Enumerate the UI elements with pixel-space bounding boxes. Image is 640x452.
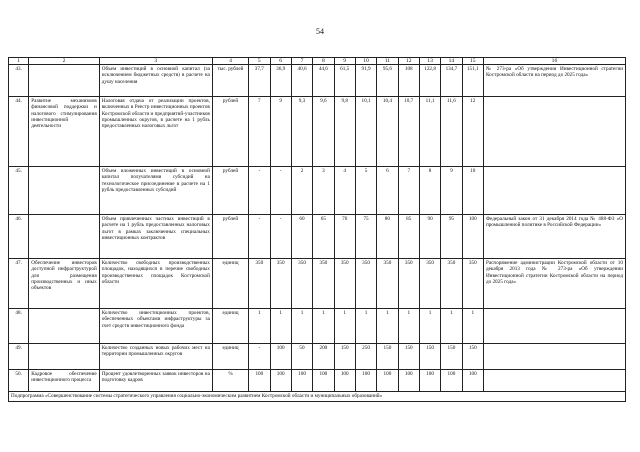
- value-cell: 350: [398, 259, 419, 309]
- value-cell: 100: [334, 370, 355, 392]
- column-number: 9: [334, 58, 355, 65]
- value-cell: 150: [462, 344, 483, 370]
- indicators-table: [8, 57, 626, 402]
- document-cell: Федеральный закон от 31 декабря 2014 года № 488-ФЗ «О промышленной политике в Российской Федерации»: [483, 215, 625, 259]
- value-cell: 5: [355, 167, 376, 215]
- indicator-cell: Количество свободных производственных площадок, находящихся в перечне свободных производственных площадок Костромской области: [99, 259, 212, 309]
- table-row: [9, 259, 626, 309]
- value-cell: 350: [270, 259, 291, 309]
- goal-cell: [29, 215, 99, 259]
- column-number: 2: [29, 58, 99, 65]
- row-number: 45.: [9, 167, 29, 215]
- value-cell: 37,7: [249, 65, 270, 97]
- column-number: 6: [270, 58, 291, 65]
- column-number: 3: [99, 58, 212, 65]
- value-cell: 1: [291, 309, 312, 344]
- column-number: 13: [419, 58, 440, 65]
- goal-cell: Кадровое обеспечение инвестиционного процесса: [29, 370, 99, 392]
- value-cell: 70: [334, 215, 355, 259]
- table-row: [9, 97, 626, 167]
- document-cell: [483, 370, 625, 392]
- unit-cell: рублей: [212, 167, 248, 215]
- value-cell: -: [270, 167, 291, 215]
- value-cell: 1: [334, 309, 355, 344]
- value-cell: 95,6: [377, 65, 398, 97]
- column-number: 7: [291, 58, 312, 65]
- value-cell: 9,8: [334, 97, 355, 167]
- table-row: [9, 309, 626, 344]
- document-cell: [483, 309, 625, 344]
- value-cell: 100: [462, 370, 483, 392]
- column-number: 12: [398, 58, 419, 65]
- value-cell: 7: [398, 167, 419, 215]
- value-cell: 150: [441, 344, 462, 370]
- document-cell: [483, 344, 625, 370]
- indicator-cell: Процент удовлетворенных заявок инвесторов на подготовку кадров: [99, 370, 212, 392]
- value-cell: 9,6: [313, 97, 334, 167]
- value-cell: 350: [334, 259, 355, 309]
- value-cell: 1: [398, 309, 419, 344]
- value-cell: 10: [462, 167, 483, 215]
- column-number: 14: [441, 58, 462, 65]
- document-cell: [483, 167, 625, 215]
- unit-cell: единиц: [212, 259, 248, 309]
- value-cell: 10,1: [355, 97, 376, 167]
- value-cell: -: [249, 344, 270, 370]
- value-cell: 2: [291, 167, 312, 215]
- value-cell: 9: [441, 167, 462, 215]
- unit-cell: единиц: [212, 309, 248, 344]
- row-number: 44.: [9, 97, 29, 167]
- value-cell: 90: [419, 215, 440, 259]
- goal-cell: [29, 344, 99, 370]
- column-number-row: [9, 58, 626, 65]
- row-number: 43.: [9, 65, 29, 97]
- value-cell: 100: [249, 370, 270, 392]
- value-cell: 1: [270, 309, 291, 344]
- row-number: 46.: [9, 215, 29, 259]
- unit-cell: рублей: [212, 97, 248, 167]
- value-cell: 75: [355, 215, 376, 259]
- value-cell: 11,6: [441, 97, 462, 167]
- value-cell: 108: [398, 65, 419, 97]
- table-row: [9, 344, 626, 370]
- column-number: 8: [313, 58, 334, 65]
- value-cell: 44,6: [313, 65, 334, 97]
- value-cell: 80: [377, 215, 398, 259]
- value-cell: 61,5: [334, 65, 355, 97]
- value-cell: 100: [291, 370, 312, 392]
- value-cell: 7: [249, 97, 270, 167]
- value-cell: 100: [377, 370, 398, 392]
- value-cell: 1: [419, 309, 440, 344]
- column-number: 10: [355, 58, 376, 65]
- value-cell: 151,1: [462, 65, 483, 97]
- value-cell: 350: [291, 259, 312, 309]
- value-cell: 100: [355, 370, 376, 392]
- value-cell: 350: [441, 259, 462, 309]
- goal-cell: [29, 167, 99, 215]
- value-cell: 150: [377, 344, 398, 370]
- value-cell: 1: [313, 309, 334, 344]
- document-cell: Распоряжение администрации Костромской области от 10 декабря 2013 года № 273-ра «Об утверждении Инвестиционной стратегии Костромской области на период до 2025 года»: [483, 259, 625, 309]
- goal-cell: Обеспечение инвесторов доступной инфраструктурой для размещения производственных и иных объектов: [29, 259, 99, 309]
- value-cell: 91,9: [355, 65, 376, 97]
- subprogram-row: [9, 392, 626, 402]
- indicator-cell: Объем привлеченных частных инвестиций в расчете на 1 рубль предоставленных налоговых льгот в рамках заключенных специальных инвестиционных контрактов: [99, 215, 212, 259]
- value-cell: 95: [441, 215, 462, 259]
- value-cell: 4: [334, 167, 355, 215]
- indicator-cell: Объем инвестиций в основной капитал (за исключением бюджетных средств) в расчете на душу населения: [99, 65, 212, 97]
- value-cell: 11,1: [419, 97, 440, 167]
- goal-cell: [29, 309, 99, 344]
- value-cell: 3: [313, 167, 334, 215]
- value-cell: 40,6: [291, 65, 312, 97]
- value-cell: 150: [334, 344, 355, 370]
- value-cell: 1: [377, 309, 398, 344]
- value-cell: 134,7: [441, 65, 462, 97]
- indicator-cell: Налоговая отдача от реализации проектов, включенных в Реестр инвестиционных проектов Костромской области и предприятий-участников промышленных округов, в расчете на 1 рубль предоставленных налоговых льгот: [99, 97, 212, 167]
- unit-cell: единиц: [212, 344, 248, 370]
- value-cell: 100: [441, 370, 462, 392]
- value-cell: 100: [398, 370, 419, 392]
- document-cell: № 273-ра «Об утверждении Инвестиционной стратегии Костромской области на период до 2025 года»: [483, 65, 625, 97]
- document-cell: [483, 97, 625, 167]
- value-cell: 12: [462, 97, 483, 167]
- value-cell: 250: [355, 344, 376, 370]
- value-cell: 100: [270, 370, 291, 392]
- value-cell: 100: [313, 370, 334, 392]
- value-cell: -: [270, 215, 291, 259]
- value-cell: 36,9: [270, 65, 291, 97]
- value-cell: 350: [377, 259, 398, 309]
- column-number: 15: [462, 58, 483, 65]
- column-number: 11: [377, 58, 398, 65]
- value-cell: 50: [291, 344, 312, 370]
- column-number: 16: [483, 58, 625, 65]
- subprogram-title: Подпрограмма «Совершенствование системы стратегического управления социально-экономическим развитием Костромской области и муниципальных образований»: [9, 392, 626, 402]
- table-row: [9, 370, 626, 392]
- value-cell: 1: [355, 309, 376, 344]
- value-cell: 350: [419, 259, 440, 309]
- value-cell: 8: [419, 167, 440, 215]
- column-number: 4: [212, 58, 248, 65]
- value-cell: 150: [398, 344, 419, 370]
- goal-cell: Развитие механизмов финансовой поддержки и налогового стимулирования инвестиционной деятельности: [29, 97, 99, 167]
- value-cell: 60: [291, 215, 312, 259]
- value-cell: 350: [355, 259, 376, 309]
- value-cell: -: [249, 215, 270, 259]
- value-cell: 1: [441, 309, 462, 344]
- value-cell: 200: [313, 344, 334, 370]
- table-row: [9, 65, 626, 97]
- row-number: 47.: [9, 259, 29, 309]
- value-cell: 1: [462, 309, 483, 344]
- value-cell: 350: [462, 259, 483, 309]
- value-cell: 122,8: [419, 65, 440, 97]
- value-cell: -: [249, 167, 270, 215]
- row-number: 48.: [9, 309, 29, 344]
- row-number: 50.: [9, 370, 29, 392]
- unit-cell: тыс. рублей: [212, 65, 248, 97]
- value-cell: 100: [419, 370, 440, 392]
- indicator-cell: Количество созданных новых рабочих мест на территории промышленных округов: [99, 344, 212, 370]
- column-number: 5: [249, 58, 270, 65]
- value-cell: 1: [249, 309, 270, 344]
- value-cell: 65: [313, 215, 334, 259]
- value-cell: 350: [249, 259, 270, 309]
- value-cell: 9,3: [291, 97, 312, 167]
- value-cell: 100: [270, 344, 291, 370]
- value-cell: 100: [462, 215, 483, 259]
- value-cell: 350: [313, 259, 334, 309]
- value-cell: 10,4: [377, 97, 398, 167]
- unit-cell: %: [212, 370, 248, 392]
- unit-cell: рублей: [212, 215, 248, 259]
- goal-cell: [29, 65, 99, 97]
- value-cell: 6: [377, 167, 398, 215]
- table-row: [9, 167, 626, 215]
- indicator-cell: Объем вложенных инвестиций в основной капитал получателями субсидий на технологическое присоединение в расчете на 1 рубль предоставленных субсидий: [99, 167, 212, 215]
- value-cell: 150: [419, 344, 440, 370]
- value-cell: 9: [270, 97, 291, 167]
- table-row: [9, 215, 626, 259]
- indicator-cell: Количество инвестиционных проектов, обеспеченных объектами инфраструктуры за счет средств инвестиционного фонда: [99, 309, 212, 344]
- page-number: 54: [316, 27, 324, 36]
- row-number: 49.: [9, 344, 29, 370]
- value-cell: 10,7: [398, 97, 419, 167]
- column-number: 1: [9, 58, 29, 65]
- value-cell: 85: [398, 215, 419, 259]
